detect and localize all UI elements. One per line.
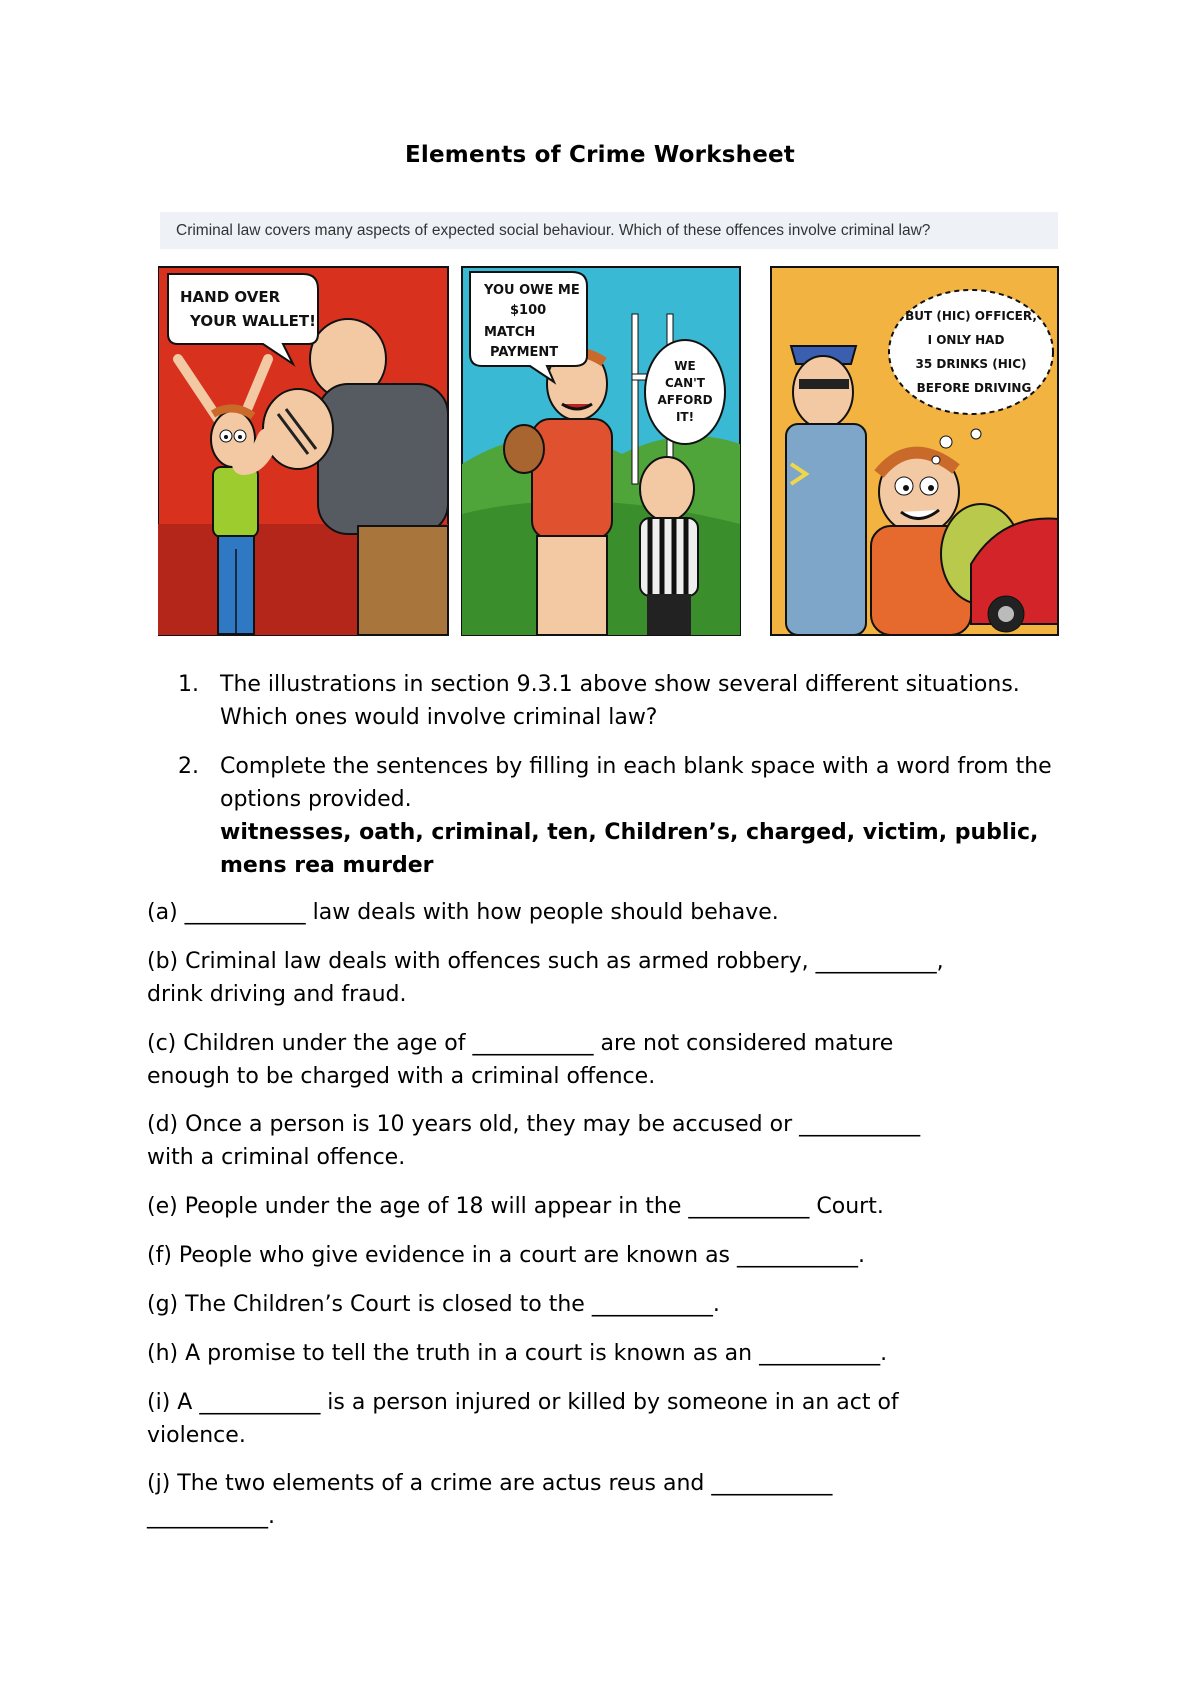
speech-owe-line1: YOU OWE ME	[484, 283, 580, 298]
blank-i-line1: (i) A ___________ is a person injured or killed by someone in an act of	[147, 1390, 899, 1415]
blank-d-line2: with a criminal offence.	[147, 1145, 406, 1170]
blank-e: (e) People under the age of 18 will appear in the ___________ Court.	[147, 1194, 884, 1219]
question-text: The illustrations in section 9.3.1 above show several different situations. Which ones would involve criminal law?	[220, 672, 1020, 730]
thought-drink-line2: I ONLY HAD	[927, 333, 1005, 347]
thought-drink-line4: BEFORE DRIVING	[916, 381, 1032, 395]
question-number: 2.	[178, 754, 199, 779]
speech-afford-line4: IT!	[675, 410, 695, 424]
blank-b-line1: (b) Criminal law deals with offences such as armed robbery, ___________,	[147, 949, 944, 974]
thought-drink-line1: BUT (HIC) OFFICER,	[905, 309, 1037, 323]
blank-d	[147, 1108, 1067, 1174]
blank-i	[147, 1386, 1067, 1452]
blank-b-line2: drink driving and fraud.	[147, 982, 407, 1007]
speech-afford-line2: CAN'T	[665, 376, 705, 390]
comic-panel-match-payment	[462, 267, 740, 635]
speech-robbery-line1: HAND OVER	[180, 288, 281, 306]
blank-f: (f) People who give evidence in a court are known as ___________.	[147, 1243, 865, 1268]
speech-robbery-line2: YOUR WALLET!	[190, 312, 316, 330]
blank-b	[147, 945, 1067, 1011]
comic-panel-drink-driving	[771, 267, 1058, 635]
comic-illustration	[158, 264, 1060, 639]
blank-h: (h) A promise to tell the truth in a court is known as an ___________.	[147, 1341, 888, 1366]
thought-drink-line3: 35 DRINKS (HIC)	[915, 357, 1027, 371]
blank-j-line1: (j) The two elements of a crime are actus reus and ___________	[147, 1471, 833, 1496]
question-item	[178, 750, 1058, 882]
blank-j-line2: ___________.	[147, 1504, 275, 1529]
question-list	[178, 668, 1058, 898]
speech-afford-line1: WE	[674, 359, 696, 373]
question-item	[178, 668, 1058, 734]
blank-d-line1: (d) Once a person is 10 years old, they may be accused or ___________	[147, 1112, 921, 1137]
word-options: witnesses, oath, criminal, ten, Children’s, charged, victim, public, mens rea murder	[220, 820, 1039, 878]
speech-owe-line4: PAYMENT	[490, 345, 559, 360]
blank-c-line1: (c) Children under the age of ___________ are not considered mature	[147, 1031, 894, 1056]
blank-j	[147, 1467, 1067, 1533]
page-title: Elements of Crime Worksheet	[405, 142, 795, 168]
comic-caption: Criminal law covers many aspects of expected social behaviour. Which of these offences involve criminal law?	[160, 212, 1058, 249]
blank-c	[147, 1027, 1067, 1093]
blank-i-line2: violence.	[147, 1423, 246, 1448]
referee-child-figure	[640, 457, 698, 635]
comic-panel-robbery	[158, 267, 448, 635]
blank-c-line2: enough to be charged with a criminal offence.	[147, 1064, 656, 1089]
speech-owe-line2: $100	[510, 303, 547, 318]
blank-g: (g) The Children’s Court is closed to the ___________.	[147, 1292, 720, 1317]
question-number: 1.	[178, 672, 199, 697]
speech-afford-line3: AFFORD	[657, 393, 713, 407]
speech-owe-line3: MATCH	[484, 325, 536, 340]
blank-a: (a) ___________ law deals with how people should behave.	[147, 900, 779, 925]
question-text: Complete the sentences by filling in each blank space with a word from the options provided.	[220, 754, 1052, 812]
